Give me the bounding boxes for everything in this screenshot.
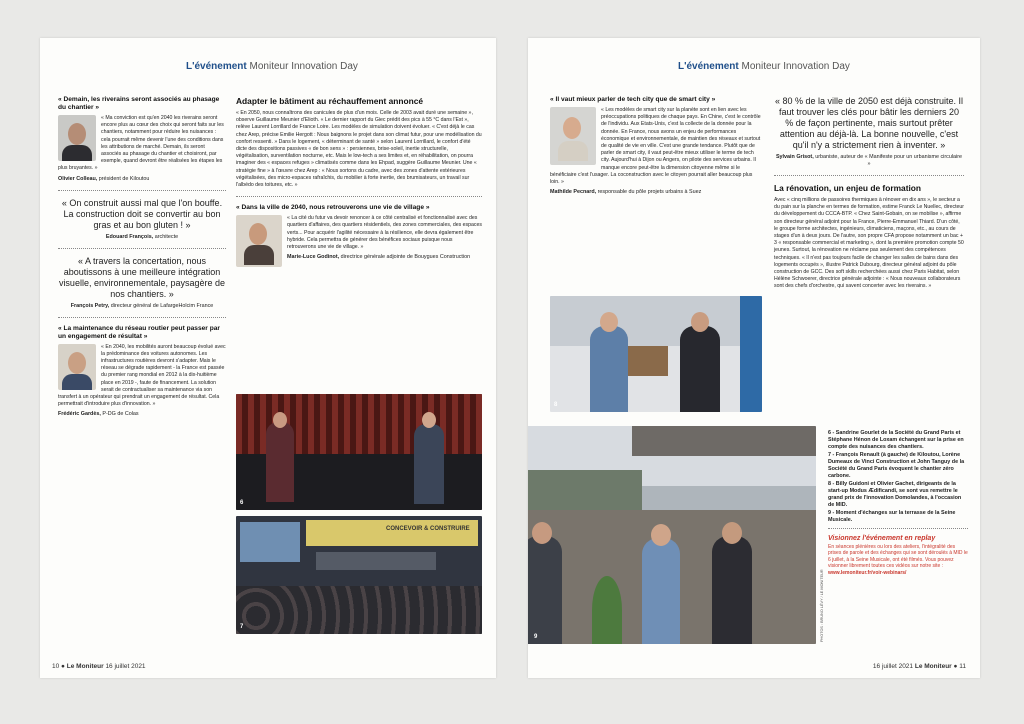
quote-gardes [58,325,226,419]
portrait-mathilde-pecnard [550,107,596,165]
quote-heading: « Dans la ville de 2040, nous retrouverons une vie de village » [236,204,430,212]
right-quote-column [550,96,762,196]
running-head [186,61,358,72]
pull-quote: « A travers la concertation, nous aboutissons à une meilleure intégration visuelle, environnementale, paysagère de nos chantiers. » [58,255,226,299]
section-label: L'événement [678,61,739,72]
quote-petry [58,256,226,310]
event-label: Moniteur Innovation Day [741,61,850,72]
quote-colleau [58,96,226,183]
signature: François Petry, directeur général de LafargeHolcim France [70,302,214,309]
quote-text: « Ma conviction est qu'en 2040 les riverains seront encore plus au cœur des choix qui seront faits sur les chantiers, notamment pour réduire les nuisances : cela pourrait même devenir l'une des conditions dans les attributions de marché. Demain, ils seront associés au phasage du chantier et choisiront, par exemple, quand devront être réalisées les étapes les plus bruyantes. » [58,115,224,172]
article-title: Adapter le bâtiment au réchauffement annoncé [236,96,424,106]
quote-heading: « Il vaut mieux parler de tech city que de smart city » [550,96,716,103]
portrait-frederic-gardes [58,344,96,390]
replay-link[interactable]: www.lemoniteur.fr/voir-webinars/ [828,569,907,576]
replay-text: En séances plénières ou lors des ateliers, l'intégralité des prises de parole et des échanges qui se sont déroulés à MID le 6 juillet, à la Seine Musicale, ont été filmés. Vous pouvez visionner librement toutes ces vidéos sur notre site : [828,544,968,570]
right-page [528,38,980,678]
quote-heading: « Demain, les riverains seront associés au phasage du chantier » [58,96,220,111]
pull-quote: « On construit aussi mal que l'on bouffe. La construction doit se convertir au bon gras et au bon gluten ! » [61,197,223,230]
quote-heading: « La maintenance du réseau routier peut passer par un engagement de résultat » [58,324,220,340]
article-body: Avec « cinq millions de passoires thermiques à rénover en dix ans », le secteur a du pain sur la planche en termes de formation, estime Franck Le Nuellec, directeur du développement du CCCA-BTP. « Chez Saint-Gobain, on se mobilise », affirme son directeur général adjoint pour la France, Pierre-Emmanuel Thiard. D'un côté, le groupe forme architectes, ingénieurs, climaticiens, maçons, etc., au cours de stages d'un à deux jours. De l'autre, son propre CFA propose notamment un bac + 3 « responsable commercial et marketing », dont la première promotion compte 50 jeunes. Surtout, la rénovation ne réclame pas seulement des compétences techniques. « Il n'est pas toujours facile de changer les salles de bains dans des logements occupés », illustre Patrick Dubourg, directeur général adjoint du pôle construction de GCC. Des soft skills recherchées aussi chez Paris Habitat, selon Hélène Schwoerer, directrice générale adjointe : « Nous nouveaux collaborateurs sont des chefs d'orchestre, qui savent concerter avec les riverains. » [774,197,965,290]
signature: Mathilde Pecnard, responsable du pôle projets urbains à Suez [550,189,702,196]
right-article-column [774,96,964,291]
photo-9-terrace [528,426,816,644]
photo-number: 9 [534,634,538,640]
quote-francois [58,198,226,241]
photo-credit: PHOTOS : BRUNO LÉVY / LE MONITEUR [820,569,824,642]
banner-text: CONCEVOIR & CONSTRUIRE [386,526,470,532]
quote-text: « La cité du futur va devoir renoncer à ce côté centralisé et fonctionnalisé avec des quartiers d'affaires, des quartiers résidentiels, des zones commerciales, des espaces verts... Pour acquérir l'agilité nécessaire à la résilience, elle devra également être hybride. Cela permettra de générer des bénéfices sociaux puisque nous retrouverons une vie de village. » [287,215,482,251]
quote-text: « Les modèles de smart city sur la planète sont en lien avec les préoccupations politiques de chaque pays. En Chine, c'est le contrôle de l'individu. Aux Etats-Unis, c'est la collecte de la donnée pour la donnée. En France, nous avons un enjeu de performances économique et environnementale, de maintien des réseaux et surtout de qualité de vie en ville. C'est une grande tendance. Plutôt que de parler de smart city, il vaut peut-être mieux utiliser le terme de tech city. Aujourd'hui à Dijon ou Angers, on pilote des services urbains. Il manque encore peut-être la dimension citoyenne même si le bénéficiaire c'est l'usager. La coconstruction avec le citoyen pourrait aller beaucoup plus loin. » [550,107,761,186]
replay-heading: Visionnez l'événement en replay [828,535,936,542]
signature: Edouard François, architecte [105,233,179,240]
caption-7: 7 - François Renault (à gauche) de Kiloutou, Lorène Dumeaux de Vinci Construction et John Tanguy de la Société du Grand Paris évoquent le chantier zéro carbone. [828,452,965,479]
caption-8: 8 - Billy Guidoni et Olivier Gachet, dirigeants de la start-up Modus Ædificandi, se sont vus remettre le grand prix de l'innovation Domolandes, à l'occasion de MID. [828,481,962,508]
portrait-marie-luce-godinot [236,215,282,267]
event-label: Moniteur Innovation Day [249,61,358,72]
caption-9: 9 - Moment d'échanges sur la terrasse de la Seine Musicale. [828,510,956,523]
portrait-olivier-colleau [58,115,96,161]
signature: Sylvain Grisot, urbaniste, auteur de « Manifeste pour un urbanisme circulaire » [775,154,963,167]
pull-quote: « 80 % de la ville de 2050 est déjà construite. Il faut trouver les clés pour bâtir les derniers 20 % de façon pertinente, mais surtout prêter attention au déjà-là. La bonne nouvelle, c'est qu'il n'y a strictement rien à inventer. » [774,96,964,150]
article-title: La rénovation, un enjeu de formation [774,183,922,193]
photo-8-award [550,296,762,412]
photo-7-audience [236,516,482,634]
left-page [40,38,496,678]
quote-pecnard [550,96,762,196]
photo-number: 7 [240,624,244,630]
running-head [678,61,850,72]
section-label: L'événement [186,61,247,72]
left-quotes-column [58,96,226,418]
photo-number: 8 [554,402,558,408]
photo-number: 6 [240,500,244,506]
quote-text: « En 2040, les mobilités auront beaucoup évolué avec la prédominance des voitures autonomes. Les infrastructures routières devront s'adapter. Mais le réseau se dégrade rapidement - la France est passée du premier rang mondial en 2012 à la dix-huitième place en 2019 -, faute de financement. La solution serait de contractualiser sa maintenance via son transfert à un opérateur qui prendrait un engagement de résultat. Cela permettrait d'introduire plus d'innovation. » [58,343,226,408]
signature: Frédéric Gardès, P-DG de Colas [58,411,139,418]
captions-block [828,430,968,576]
page-folio: 10 ● Le Moniteur 16 juillet 2021 [52,663,146,670]
photo-6-stage [236,394,482,510]
quote-godinot [236,204,482,261]
article-body: « En 2050, nous connaîtrons des canicules de plus d'un mois. Celle de 2003 avait duré une semaine », observe Guillaume Meunier d'Elioth. « Le dernier rapport du Giec prédit des pics à 55 °C dans l'Est », relève Laurent Lorrillard de France Loire. Les modèles de simulation doivent évoluer. « C'est déjà le cas chez Arep, précise Emilie Hergott : Nous baignons le projet dans son climat futur, pour une modélisation du confort ressenti. » Dans le logement, « déterminant de santé » selon Laurent Lorrillard, le confort d'été dicte des dispositions passives « de bon sens » : persiennes, brise-soleil, inertie structurelle, végétalisation, surventilation nocturne, etc. Mais le low-tech a ses limites et, en réhabilitation, on pourra imaginer des « espaces refuges » climatisés comme dans les Ehpad, suggère Guillaume Meunier. Une « stratégie fine » à l'œuvre chez Arep : « Nous sortons du cadre, avec des zones d'attente extérieures végétalisées, des micro-espaces rafraîchis, du mobilier à forte inertie, des brumisateurs, un travail sur l'albédo des toitures, etc. » [236,110,482,189]
left-article-column [236,96,482,270]
signature: Olivier Colleau, président de Kiloutou [58,175,150,182]
page-folio: 16 juillet 2021 Le Moniteur ● 11 [872,663,966,670]
signature: Marie-Luce Godinot, directrice générale adjointe de Bouygues Construction [287,254,471,261]
caption-6: 6 - Sandrine Gourlet de la Société du Grand Paris et Stéphane Hénon de Loxam échangent sur la prise en compte des nuisances des chantiers. [828,430,964,450]
quote-grisot [774,96,964,168]
